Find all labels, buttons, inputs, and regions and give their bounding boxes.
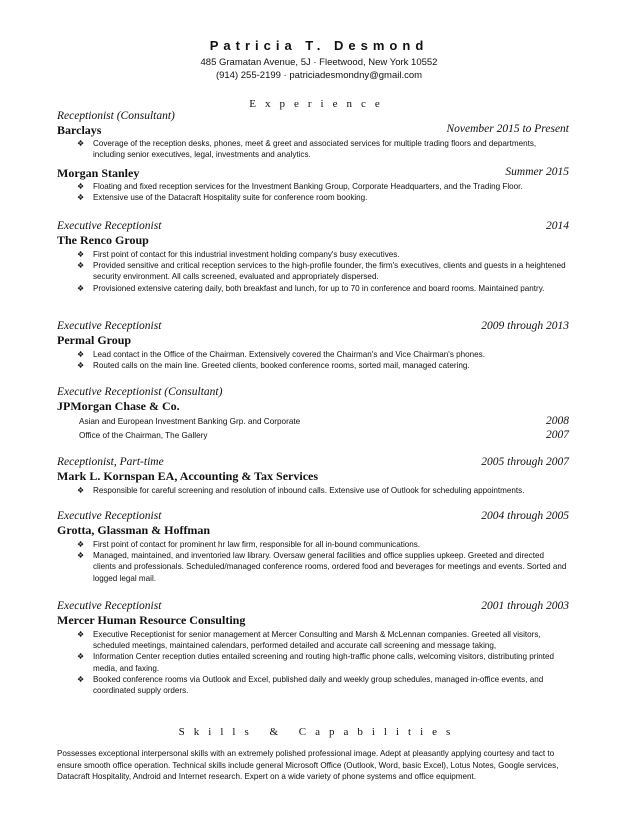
address-line: 485 Gramatan Avenue, 5J · Fleetwood, New York 10552 xyxy=(200,57,438,68)
bullet-diamond-icon: ❖ xyxy=(77,486,85,495)
job-entry xyxy=(57,386,569,443)
sub-entry-date: 2008 xyxy=(546,415,569,427)
job-date: 2001 through 2003 xyxy=(481,600,569,612)
skills-heading: Skills & Capabilities xyxy=(178,726,460,738)
job-role: Executive Receptionist xyxy=(57,510,162,522)
job-role: Executive Receptionist xyxy=(57,600,162,612)
job-sub-entry xyxy=(57,429,569,443)
job-bullet: ❖ Provided sensitive and critical reception services to the high-profile founder, the firm's executives, clients and guests in a heightened security environment. All calls screened, evaluated and appropriately dispersed. xyxy=(77,261,566,282)
job-role: Receptionist (Consultant) xyxy=(57,110,175,122)
job-role: Executive Receptionist xyxy=(57,320,162,332)
bullet-diamond-icon: ❖ xyxy=(77,139,85,148)
job-company: Barclays xyxy=(57,123,102,137)
job-date: 2004 through 2005 xyxy=(481,510,569,522)
job-bullet: ❖ Floating and fixed reception services for the Investment Banking Group, Corporate Headquarters, and the Trading Floor. xyxy=(77,182,523,191)
job-bullet: ❖ Executive Receptionist for senior management at Mercer Consulting and Marsh & McLennan companies. Greeted all visitors, scheduled meetings, maintained calendars, performed detailed and accurate call screening and message taking, xyxy=(77,630,541,651)
job-entry xyxy=(57,320,569,371)
job-role: Executive Receptionist xyxy=(57,220,162,232)
sub-entry-date: 2007 xyxy=(546,429,569,441)
job-bullet: ❖ First point of contact for prominent hr law firm, responsible for all in-bound communications. xyxy=(77,540,421,549)
job-bullet: ❖ Booked conference rooms via Outlook and Excel, published daily and weekly group schedules, managed in-office events, and coordinated supply orders. xyxy=(77,674,544,696)
candidate-name: Patricia T. Desmond xyxy=(209,38,429,53)
job-entry xyxy=(57,166,569,203)
job-sub-entry xyxy=(57,415,569,429)
job-bullet: ❖ First point of contact for this industrial investment holding company's busy executives. xyxy=(77,250,400,259)
job-date: 2005 through 2007 xyxy=(481,456,569,468)
job-company: Mercer Human Resource Consulting xyxy=(57,613,246,627)
job-company: Mark L. Kornspan EA, Accounting & Tax Services xyxy=(57,469,319,483)
sub-entry-title: Office of the Chairman, The Gallery xyxy=(79,431,208,440)
job-entry xyxy=(57,600,569,696)
job-entry xyxy=(57,456,569,496)
job-bullet: ❖ Responsible for careful screening and resolution of inbound calls. Extensive use of Outlook for scheduling appointments. xyxy=(77,486,525,495)
job-bullet: ❖ Extensive use of the Datacraft Hospitality suite for conference room booking. xyxy=(77,193,368,203)
job-bullet: ❖ Provisioned extensive catering daily, both breakfast and lunch, for up to 70 in conference and board rooms. Maintained pantry. xyxy=(77,283,545,293)
bullet-diamond-icon: ❖ xyxy=(77,283,85,293)
bullet-diamond-icon: ❖ xyxy=(77,630,85,639)
bullet-diamond-icon: ❖ xyxy=(77,250,85,259)
bullet-diamond-icon: ❖ xyxy=(77,551,85,561)
bullet-diamond-icon: ❖ xyxy=(77,261,85,271)
job-role: Executive Receptionist (Consultant) xyxy=(57,386,223,398)
job-company: JPMorgan Chase & Co. xyxy=(57,399,180,413)
job-role: Receptionist, Part-time xyxy=(57,456,164,468)
job-date: 2014 xyxy=(546,220,569,232)
job-entry xyxy=(57,110,569,160)
job-entry xyxy=(57,510,569,584)
contact-line: (914) 255-2199 · patriciadesmondny@gmail.com xyxy=(215,70,423,81)
job-company: Morgan Stanley xyxy=(57,166,140,180)
experience-heading: Experience xyxy=(249,98,389,110)
job-bullet: ❖ Routed calls on the main line. Greeted clients, booked conference rooms, sorted mail, managed catering. xyxy=(77,361,470,371)
job-date: November 2015 to Present xyxy=(446,123,569,135)
bullet-diamond-icon: ❖ xyxy=(77,652,85,662)
job-bullet: ❖ Information Center reception duties entailed screening and routing high-traffic phone calls, welcoming visitors, distributing printed media, and faxing. xyxy=(77,652,554,673)
bullet-diamond-icon: ❖ xyxy=(77,674,85,684)
job-company: Permal Group xyxy=(57,333,132,347)
bullet-diamond-icon: ❖ xyxy=(77,193,85,203)
bullet-diamond-icon: ❖ xyxy=(77,361,85,371)
job-bullet: ❖ Coverage of the reception desks, phones, meet & greet and associated services for multiple trading floors and departments, including senior executives, legal, investments and analytics. xyxy=(77,139,537,160)
bullet-diamond-icon: ❖ xyxy=(77,540,85,549)
job-entry xyxy=(57,220,569,294)
job-date: Summer 2015 xyxy=(505,166,569,178)
job-bullet: ❖ Lead contact in the Office of the Chairman. Extensively covered the Chairman's and Vice Chairman's phones. xyxy=(77,350,485,359)
job-date: 2009 through 2013 xyxy=(481,320,569,332)
job-bullet: ❖ Managed, maintained, and inventoried law library. Oversaw general facilities and office supplies upkeep. Greeted and directed clients and professionals. Scheduled/managed conference rooms, ordered food and beverages for meetings and events. Sorted and logged legal mail. xyxy=(77,551,567,583)
sub-entry-title: Asian and European Investment Banking Grp. and Corporate xyxy=(79,417,301,426)
job-company: The Renco Group xyxy=(57,233,149,247)
skills-paragraph: Possesses exceptional interpersonal skills with an extremely polished professional image. Adept at pleasantly applying courtesy and tact to ensure smooth office operation. Technical skills include general Microsoft Office (Outlook, Word, basic Excel), Lotus Notes, Google services, Datacraft Hospitality, Android and Internet research. Expert on a wide variety of phone systems and office equipment. xyxy=(57,749,559,781)
job-company: Grotta, Glassman & Hoffman xyxy=(57,523,211,537)
bullet-diamond-icon: ❖ xyxy=(77,350,85,359)
bullet-diamond-icon: ❖ xyxy=(77,182,85,191)
